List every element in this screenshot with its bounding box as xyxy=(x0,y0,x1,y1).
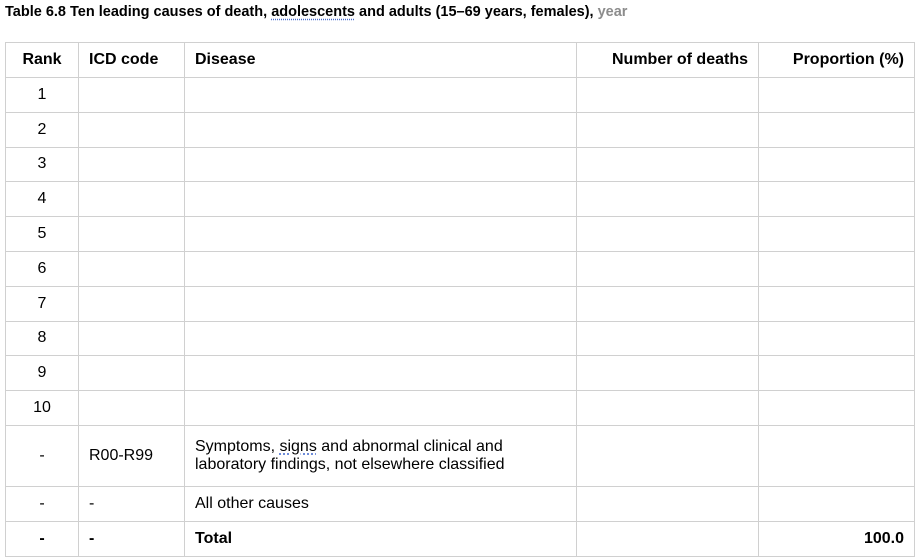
rank-cell: 4 xyxy=(6,182,79,217)
table-row xyxy=(6,356,915,391)
icd-cell: - xyxy=(79,486,185,521)
proportion-cell[interactable] xyxy=(759,217,915,252)
proportion-cell[interactable] xyxy=(759,356,915,391)
icd-cell[interactable] xyxy=(79,147,185,182)
table-caption xyxy=(5,4,627,20)
disease-cell xyxy=(185,425,577,486)
disease-cell[interactable] xyxy=(185,112,577,147)
table-row xyxy=(6,217,915,252)
disease-cell: All other causes xyxy=(185,486,577,521)
rank-cell: 9 xyxy=(6,356,79,391)
proportion-cell[interactable] xyxy=(759,182,915,217)
icd-cell: - xyxy=(79,521,185,556)
table-row xyxy=(6,112,915,147)
proportion-cell[interactable] xyxy=(759,425,915,486)
icd-cell[interactable] xyxy=(79,112,185,147)
icd-cell[interactable] xyxy=(79,217,185,252)
header-icd-code: ICD code xyxy=(79,43,185,78)
proportion-cell[interactable] xyxy=(759,486,915,521)
proportion-cell[interactable] xyxy=(759,391,915,426)
rank-cell: - xyxy=(6,521,79,556)
deaths-cell[interactable] xyxy=(577,182,759,217)
disease-cell[interactable] xyxy=(185,391,577,426)
disease-text: Symptoms, xyxy=(195,437,280,455)
proportion-cell[interactable] xyxy=(759,147,915,182)
rank-cell: - xyxy=(6,486,79,521)
table-row xyxy=(6,78,915,113)
caption-suffix: and adults (15–69 years, females), xyxy=(355,4,598,20)
icd-cell[interactable] xyxy=(79,391,185,426)
icd-cell: R00-R99 xyxy=(79,425,185,486)
deaths-cell[interactable] xyxy=(577,78,759,113)
disease-cell[interactable] xyxy=(185,321,577,356)
table-row xyxy=(6,286,915,321)
icd-cell[interactable] xyxy=(79,251,185,286)
rank-cell: 7 xyxy=(6,286,79,321)
icd-cell[interactable] xyxy=(79,286,185,321)
disease-cell[interactable] xyxy=(185,217,577,252)
disease-underlined-word: signs xyxy=(279,437,317,455)
deaths-cell[interactable] xyxy=(577,112,759,147)
proportion-cell[interactable] xyxy=(759,112,915,147)
header-number-of-deaths: Number of deaths xyxy=(577,43,759,78)
table-row xyxy=(6,147,915,182)
causes-of-death-table xyxy=(5,42,915,557)
deaths-cell[interactable] xyxy=(577,147,759,182)
rank-cell: 8 xyxy=(6,321,79,356)
disease-cell[interactable] xyxy=(185,182,577,217)
icd-cell[interactable] xyxy=(79,321,185,356)
disease-cell[interactable] xyxy=(185,251,577,286)
deaths-cell[interactable] xyxy=(577,321,759,356)
header-row xyxy=(6,43,915,78)
disease-text: and abnormal clinical and xyxy=(316,437,503,455)
table-row xyxy=(6,391,915,426)
deaths-cell[interactable] xyxy=(577,521,759,556)
rank-cell: 3 xyxy=(6,147,79,182)
deaths-cell[interactable] xyxy=(577,286,759,321)
icd-cell[interactable] xyxy=(79,356,185,391)
header-rank: Rank xyxy=(6,43,79,78)
rank-cell: 1 xyxy=(6,78,79,113)
disease-cell[interactable] xyxy=(185,286,577,321)
disease-cell[interactable] xyxy=(185,147,577,182)
header-proportion: Proportion (%) xyxy=(759,43,915,78)
symptoms-row xyxy=(6,425,915,486)
deaths-cell[interactable] xyxy=(577,251,759,286)
rank-cell: 2 xyxy=(6,112,79,147)
table-row xyxy=(6,182,915,217)
caption-underlined-word: adolescents xyxy=(271,4,356,20)
deaths-cell[interactable] xyxy=(577,217,759,252)
other-causes-row xyxy=(6,486,915,521)
icd-cell[interactable] xyxy=(79,78,185,113)
rank-cell: - xyxy=(6,425,79,486)
disease-cell[interactable] xyxy=(185,356,577,391)
proportion-cell[interactable] xyxy=(759,321,915,356)
rank-cell: 6 xyxy=(6,251,79,286)
proportion-cell: 100.0 xyxy=(759,521,915,556)
deaths-cell[interactable] xyxy=(577,425,759,486)
caption-year-placeholder[interactable]: year xyxy=(597,4,628,20)
header-disease: Disease xyxy=(185,43,577,78)
deaths-cell[interactable] xyxy=(577,356,759,391)
caption-prefix: Table 6.8 Ten leading causes of death, xyxy=(5,4,272,20)
deaths-cell[interactable] xyxy=(577,391,759,426)
disease-cell: Total xyxy=(185,521,577,556)
deaths-cell[interactable] xyxy=(577,486,759,521)
table-row xyxy=(6,321,915,356)
total-row xyxy=(6,521,915,556)
rank-cell: 10 xyxy=(6,391,79,426)
disease-cell[interactable] xyxy=(185,78,577,113)
disease-text-line2: laboratory findings, not elsewhere classified xyxy=(195,455,505,473)
icd-cell[interactable] xyxy=(79,182,185,217)
proportion-cell[interactable] xyxy=(759,286,915,321)
table-row xyxy=(6,251,915,286)
proportion-cell[interactable] xyxy=(759,78,915,113)
proportion-cell[interactable] xyxy=(759,251,915,286)
rank-cell: 5 xyxy=(6,217,79,252)
